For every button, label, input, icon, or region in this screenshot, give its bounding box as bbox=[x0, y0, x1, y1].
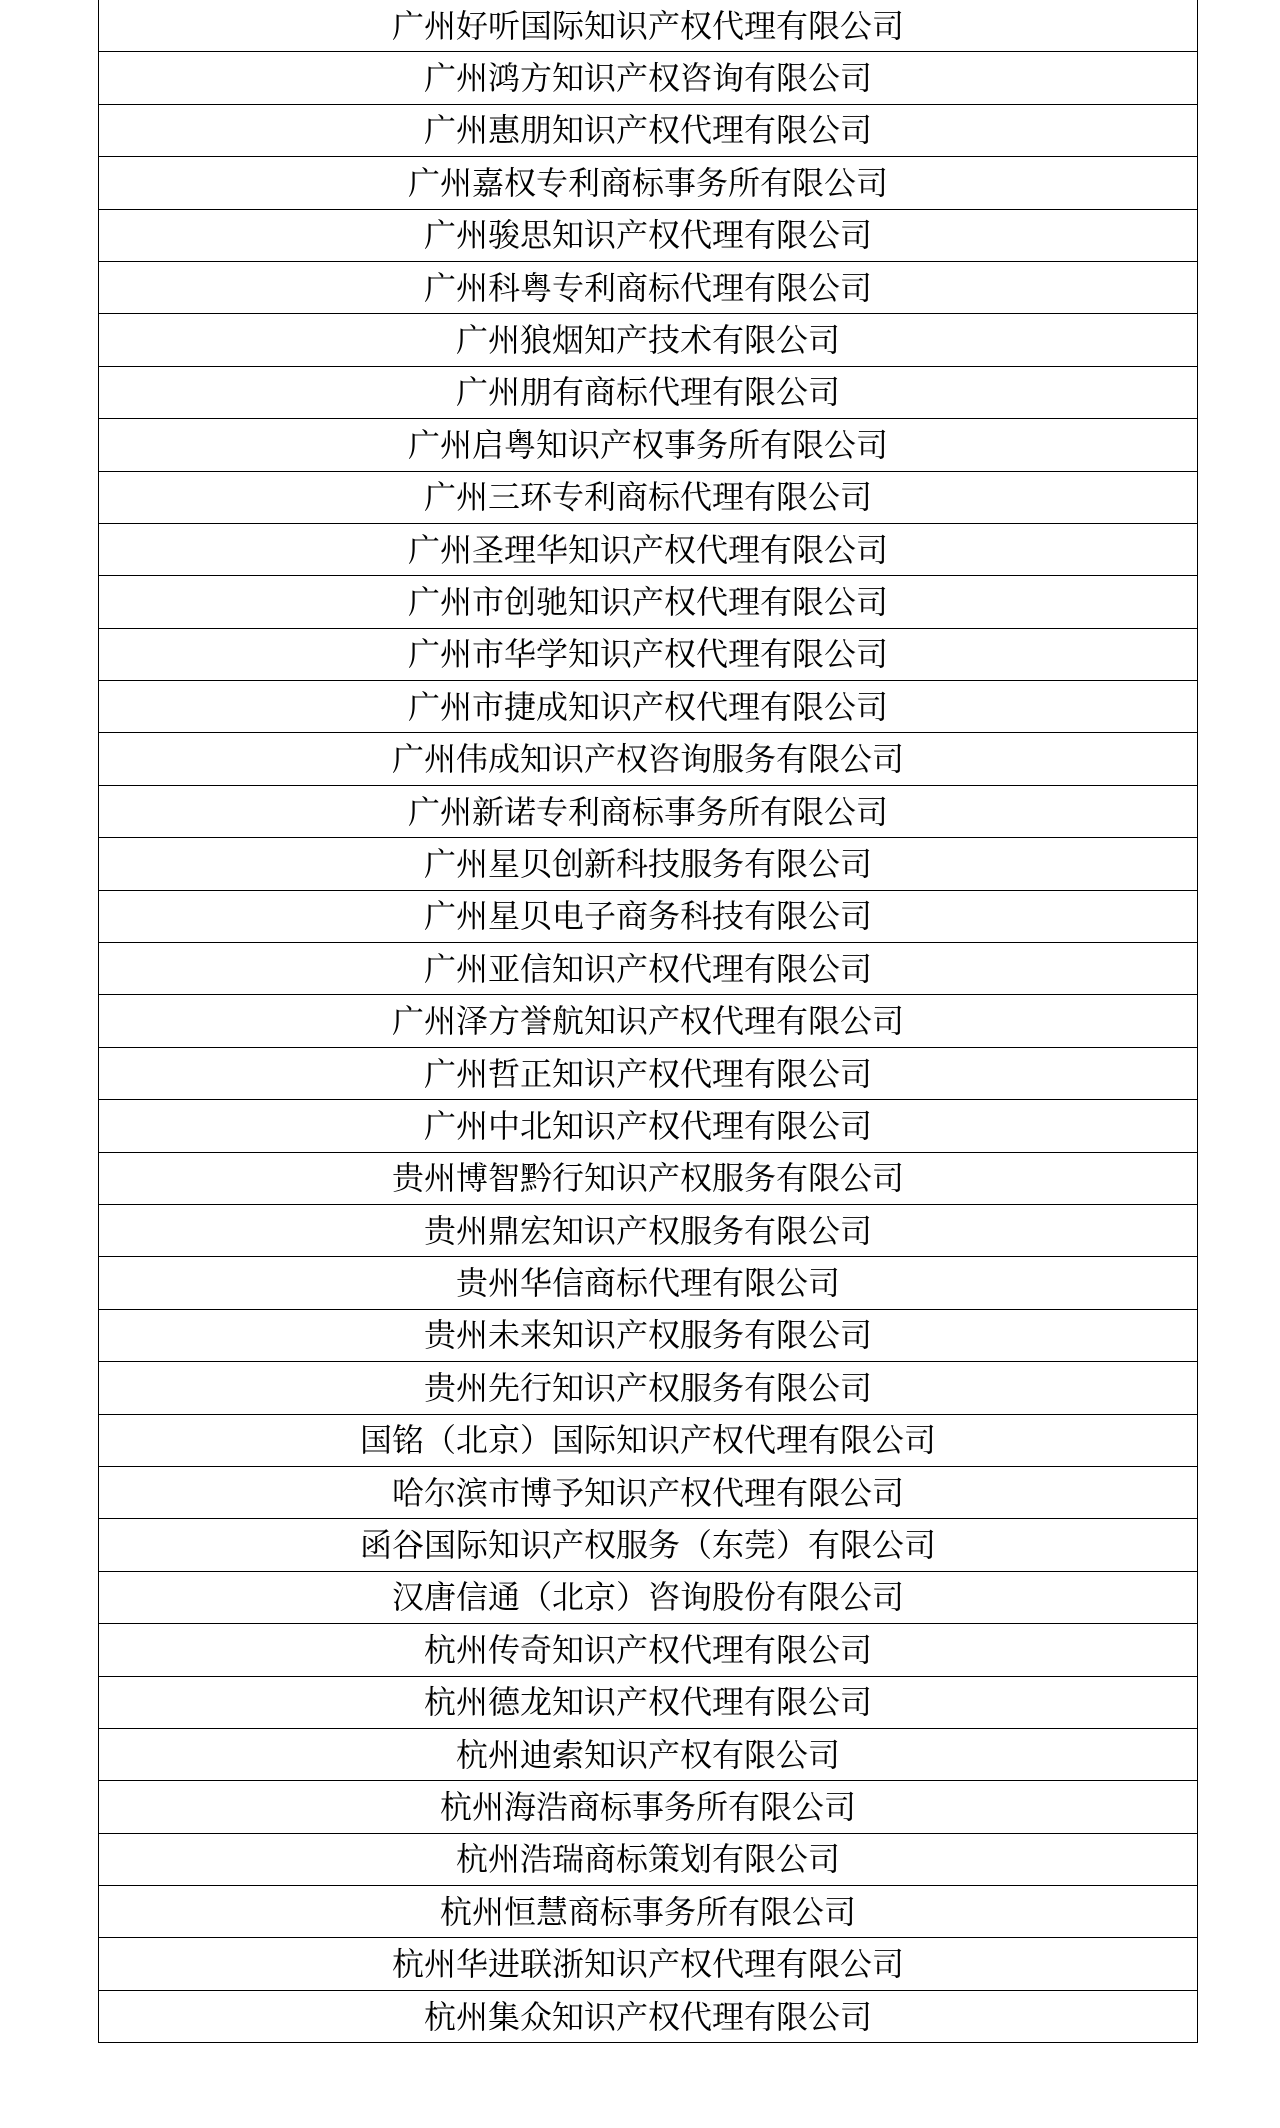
table-row bbox=[99, 1624, 1198, 1676]
table-row bbox=[99, 261, 1198, 313]
company-name-cell: 贵州未来知识产权服务有限公司 bbox=[99, 1309, 1198, 1361]
table-row bbox=[99, 157, 1198, 209]
company-name-cell: 广州哲正知识产权代理有限公司 bbox=[99, 1047, 1198, 1099]
table-row bbox=[99, 1938, 1198, 1990]
table-row bbox=[99, 1047, 1198, 1099]
table-row bbox=[99, 523, 1198, 575]
company-name-cell: 哈尔滨市博予知识产权代理有限公司 bbox=[99, 1466, 1198, 1518]
table-row bbox=[99, 1571, 1198, 1623]
company-name-cell: 杭州海浩商标事务所有限公司 bbox=[99, 1781, 1198, 1833]
table-row bbox=[99, 576, 1198, 628]
company-name-cell: 汉唐信通（北京）咨询股份有限公司 bbox=[99, 1571, 1198, 1623]
table-row bbox=[99, 1990, 1198, 2042]
company-name-cell: 广州嘉权专利商标事务所有限公司 bbox=[99, 157, 1198, 209]
company-name-cell: 杭州恒慧商标事务所有限公司 bbox=[99, 1886, 1198, 1938]
company-name-cell: 广州新诺专利商标事务所有限公司 bbox=[99, 785, 1198, 837]
table-row bbox=[99, 1309, 1198, 1361]
table-row bbox=[99, 419, 1198, 471]
table-row bbox=[99, 1257, 1198, 1309]
table-row bbox=[99, 52, 1198, 104]
company-list-body bbox=[99, 0, 1198, 2043]
company-name-cell: 广州市创驰知识产权代理有限公司 bbox=[99, 576, 1198, 628]
table-row bbox=[99, 681, 1198, 733]
company-name-cell: 杭州迪索知识产权有限公司 bbox=[99, 1728, 1198, 1780]
company-name-cell: 广州伟成知识产权咨询服务有限公司 bbox=[99, 733, 1198, 785]
company-name-cell: 杭州浩瑞商标策划有限公司 bbox=[99, 1833, 1198, 1885]
company-name-cell: 广州中北知识产权代理有限公司 bbox=[99, 1100, 1198, 1152]
company-name-cell: 函谷国际知识产权服务（东莞）有限公司 bbox=[99, 1519, 1198, 1571]
company-name-cell: 广州三环专利商标代理有限公司 bbox=[99, 471, 1198, 523]
table-row bbox=[99, 733, 1198, 785]
table-row bbox=[99, 890, 1198, 942]
company-name-cell: 杭州德龙知识产权代理有限公司 bbox=[99, 1676, 1198, 1728]
company-name-cell: 广州惠朋知识产权代理有限公司 bbox=[99, 104, 1198, 156]
table-row bbox=[99, 628, 1198, 680]
company-name-cell: 贵州华信商标代理有限公司 bbox=[99, 1257, 1198, 1309]
company-name-cell: 广州泽方誉航知识产权代理有限公司 bbox=[99, 995, 1198, 1047]
table-row bbox=[99, 1414, 1198, 1466]
company-name-cell: 广州狼烟知产技术有限公司 bbox=[99, 314, 1198, 366]
company-name-cell: 广州市华学知识产权代理有限公司 bbox=[99, 628, 1198, 680]
table-row bbox=[99, 1886, 1198, 1938]
company-name-cell: 杭州传奇知识产权代理有限公司 bbox=[99, 1624, 1198, 1676]
company-name-cell: 贵州鼎宏知识产权服务有限公司 bbox=[99, 1204, 1198, 1256]
table-row bbox=[99, 838, 1198, 890]
company-name-cell: 广州市捷成知识产权代理有限公司 bbox=[99, 681, 1198, 733]
table-row bbox=[99, 995, 1198, 1047]
table-row bbox=[99, 1152, 1198, 1204]
table-row bbox=[99, 1362, 1198, 1414]
company-name-cell: 广州骏思知识产权代理有限公司 bbox=[99, 209, 1198, 261]
table-row bbox=[99, 1100, 1198, 1152]
company-name-cell: 广州启粤知识产权事务所有限公司 bbox=[99, 419, 1198, 471]
company-name-cell: 国铭（北京）国际知识产权代理有限公司 bbox=[99, 1414, 1198, 1466]
table-row bbox=[99, 1781, 1198, 1833]
company-name-cell: 广州星贝创新科技服务有限公司 bbox=[99, 838, 1198, 890]
table-row bbox=[99, 209, 1198, 261]
table-row bbox=[99, 1466, 1198, 1518]
table-row bbox=[99, 1728, 1198, 1780]
table-row bbox=[99, 1676, 1198, 1728]
company-name-cell: 贵州博智黔行知识产权服务有限公司 bbox=[99, 1152, 1198, 1204]
company-name-cell: 广州好听国际知识产权代理有限公司 bbox=[99, 0, 1198, 52]
company-name-cell: 杭州华进联浙知识产权代理有限公司 bbox=[99, 1938, 1198, 1990]
company-name-cell: 广州科粤专利商标代理有限公司 bbox=[99, 261, 1198, 313]
table-row bbox=[99, 366, 1198, 418]
table-row bbox=[99, 104, 1198, 156]
company-name-cell: 广州朋有商标代理有限公司 bbox=[99, 366, 1198, 418]
table-row bbox=[99, 0, 1198, 52]
company-name-cell: 广州鸿方知识产权咨询有限公司 bbox=[99, 52, 1198, 104]
company-name-cell: 广州圣理华知识产权代理有限公司 bbox=[99, 523, 1198, 575]
table-row bbox=[99, 785, 1198, 837]
table-row bbox=[99, 471, 1198, 523]
company-name-cell: 贵州先行知识产权服务有限公司 bbox=[99, 1362, 1198, 1414]
table-row bbox=[99, 314, 1198, 366]
table-row bbox=[99, 943, 1198, 995]
company-name-cell: 广州星贝电子商务科技有限公司 bbox=[99, 890, 1198, 942]
table-row bbox=[99, 1204, 1198, 1256]
company-list-table bbox=[98, 0, 1198, 2043]
company-name-cell: 杭州集众知识产权代理有限公司 bbox=[99, 1990, 1198, 2042]
table-row bbox=[99, 1519, 1198, 1571]
company-name-cell: 广州亚信知识产权代理有限公司 bbox=[99, 943, 1198, 995]
table-row bbox=[99, 1833, 1198, 1885]
